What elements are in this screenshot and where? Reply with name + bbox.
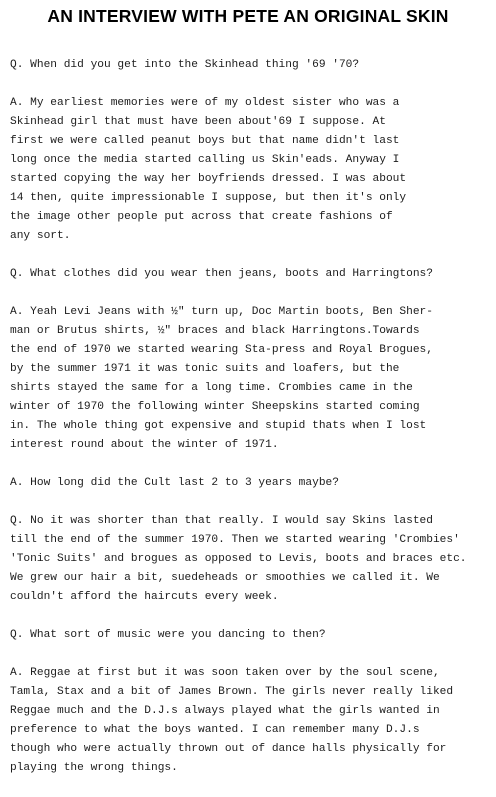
text-line: couldn't afford the haircuts every week. [10,591,279,603]
text-line: shirts stayed the same for a long time. Crombies came in the [10,382,413,394]
text-line: though who were actually thrown out of dance halls physically for [10,743,447,755]
text-line: the image other people put across that create fashions of [10,211,393,223]
paragraph [10,94,480,246]
text-line: Q. No it was shorter than that really. I would say Skins lasted [10,515,433,527]
text-line: A. Reggae at first but it was soon taken over by the soul scene, [10,667,440,679]
paragraph [10,56,480,75]
text-line: first we were called peanut boys but that name didn't last [10,135,400,147]
text-line: man or Brutus shirts, ½" braces and black Harringtons.Towards [10,325,420,337]
text-line: 14 then, quite impressionable I suppose, but then it's only [10,192,407,204]
text-line: Reggae much and the D.J.s always played what the girls wanted in [10,705,440,717]
page-title: AN INTERVIEW WITH PETE AN ORIGINAL SKIN [47,6,449,26]
text-line: A. Yeah Levi Jeans with ½" turn up, Doc Martin boots, Ben Sher- [10,306,433,318]
text-line: till the end of the summer 1970. Then we started wearing 'Crombies' [10,534,460,546]
text-line: in. The whole thing got expensive and stupid thats when I lost [10,420,427,432]
paragraph [10,265,480,284]
text-line: winter of 1970 the following winter Sheepskins started coming [10,401,420,413]
text-line: Tamla, Stax and a bit of James Brown. The girls never really liked [10,686,454,698]
text-line: Q. What clothes did you wear then jeans, boots and Harringtons? [10,268,433,280]
text-line: We grew our hair a bit, suedeheads or smoothies we called it. We [10,572,440,584]
text-line: long once the media started calling us Skin'eads. Anyway I [10,154,400,166]
text-line: by the summer 1971 it was tonic suits and loafers, but the [10,363,400,375]
document-body [10,56,480,797]
paragraph [10,626,480,645]
text-line: started copying the way her boyfriends dressed. I was about [10,173,407,185]
text-line: interest round about the winter of 1971. [10,439,279,451]
paragraph [10,512,480,607]
text-line: A. How long did the Cult last 2 to 3 years maybe? [10,477,339,489]
text-line: Skinhead girl that must have been about'69 I suppose. At [10,116,386,128]
text-line: preference to what the boys wanted. I can remember many D.J.s [10,724,420,736]
text-line: 'Tonic Suits' and brogues as opposed to Levis, boots and braces etc. [10,553,467,565]
text-line: Q. When did you get into the Skinhead thing '69 '70? [10,59,360,71]
paragraph [10,303,480,455]
text-line: A. My earliest memories were of my oldest sister who was a [10,97,400,109]
text-line: the end of 1970 we started wearing Sta-press and Royal Brogues, [10,344,433,356]
text-line: Q. What sort of music were you dancing to then? [10,629,326,641]
text-line: playing the wrong things. [10,762,178,774]
text-line: any sort. [10,230,71,242]
paragraph [10,664,480,778]
paragraph [10,474,480,493]
